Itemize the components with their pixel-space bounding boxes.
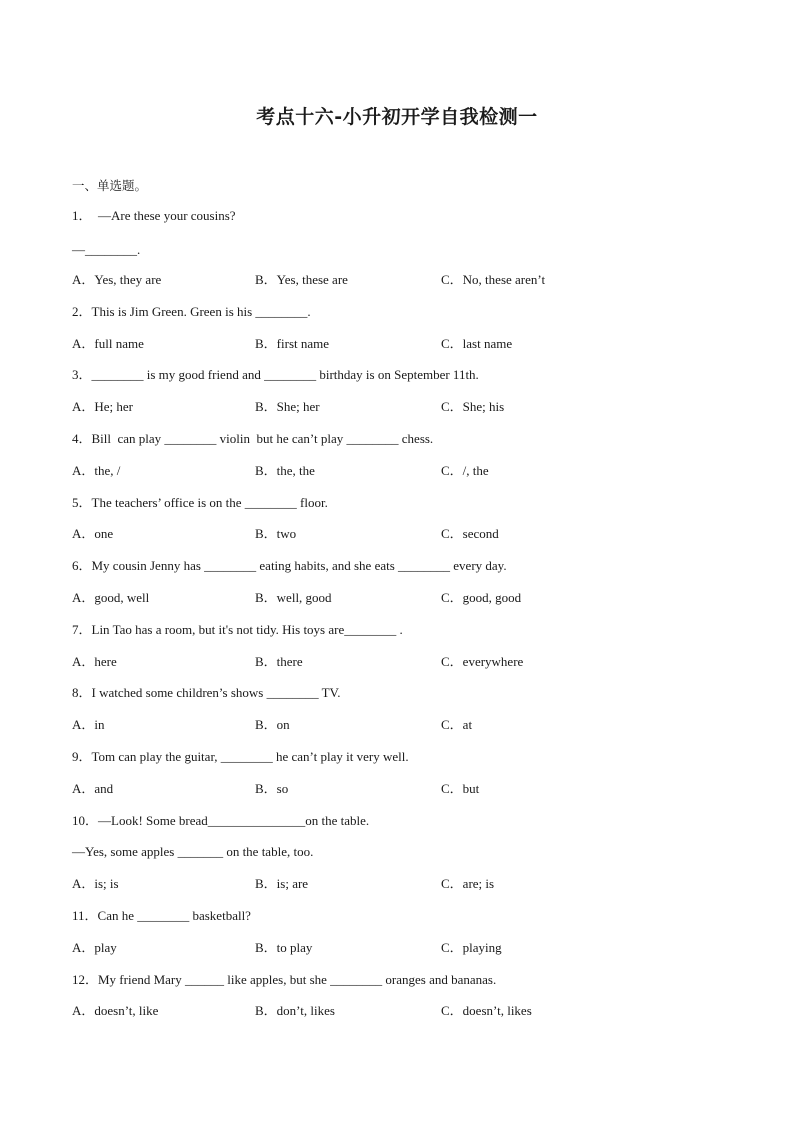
page-title: 考点十六-小升初开学自我检测一 bbox=[256, 106, 538, 128]
question-1-stem: 1． —Are these your cousins? bbox=[72, 208, 236, 223]
question-7-option-b[interactable]: B．there bbox=[255, 654, 303, 669]
question-8-stem: 8．I watched some children’s shows ________ TV. bbox=[72, 685, 341, 700]
question-11-option-c[interactable]: C．playing bbox=[441, 940, 502, 955]
question-6-stem: 6．My cousin Jenny has ________ eating habits, and she eats ________ every day. bbox=[72, 558, 507, 573]
question-6-option-c[interactable]: C．good, good bbox=[441, 590, 522, 605]
question-9-stem: 9．Tom can play the guitar, ________ he can’t play it very well. bbox=[72, 749, 409, 764]
question-4-option-a[interactable]: A．the, / bbox=[72, 463, 121, 478]
question-10-stem-line-2: —Yes, some apples _______ on the table, too. bbox=[72, 844, 314, 859]
section-heading: 一、单选题。 bbox=[72, 178, 148, 193]
question-5-stem: 5．The teachers’ office is on the ________ floor. bbox=[72, 495, 328, 510]
question-7-option-a[interactable]: A．here bbox=[72, 654, 117, 669]
question-5-option-b[interactable]: B．two bbox=[255, 526, 297, 541]
question-4-option-b[interactable]: B．the, the bbox=[255, 463, 315, 478]
question-9-option-c[interactable]: C．but bbox=[441, 781, 480, 796]
question-8-option-a[interactable]: A．in bbox=[72, 717, 105, 732]
question-11-option-b[interactable]: B．to play bbox=[255, 940, 313, 955]
question-12-stem: 12．My friend Mary ______ like apples, but she ________ oranges and bananas. bbox=[72, 972, 497, 987]
question-3-option-a[interactable]: A．He; her bbox=[72, 399, 134, 414]
question-5-option-a[interactable]: A．one bbox=[72, 526, 114, 541]
question-2-option-b[interactable]: B．first name bbox=[255, 336, 330, 351]
question-12-option-a[interactable]: A．doesn’t, like bbox=[72, 1003, 159, 1018]
question-10-option-b[interactable]: B．is; are bbox=[255, 876, 309, 891]
question-11-option-a[interactable]: A．play bbox=[72, 940, 117, 955]
question-3-option-c[interactable]: C．She; his bbox=[441, 399, 505, 414]
question-2-option-a[interactable]: A．full name bbox=[72, 336, 144, 351]
question-5-option-c[interactable]: C．second bbox=[441, 526, 499, 541]
question-10-option-a[interactable]: A．is; is bbox=[72, 876, 119, 891]
question-8-option-c[interactable]: C．at bbox=[441, 717, 473, 732]
question-6-option-a[interactable]: A．good, well bbox=[72, 590, 150, 605]
question-10-option-c[interactable]: C．are; is bbox=[441, 876, 495, 891]
question-1-option-a[interactable]: A．Yes, they are bbox=[72, 272, 162, 287]
question-3-stem: 3．________ is my good friend and ________ birthday is on September 11th. bbox=[72, 367, 479, 382]
question-6-option-b[interactable]: B．well, good bbox=[255, 590, 332, 605]
question-2-stem: 2．This is Jim Green. Green is his ________. bbox=[72, 304, 311, 319]
question-7-stem: 7．Lin Tao has a room, but it's not tidy. His toys are________ . bbox=[72, 622, 403, 637]
question-1-option-b[interactable]: B．Yes, these are bbox=[255, 272, 348, 287]
question-12-option-c[interactable]: C．doesn’t, likes bbox=[441, 1003, 532, 1018]
question-3-option-b[interactable]: B．She; her bbox=[255, 399, 320, 414]
question-9-option-a[interactable]: A．and bbox=[72, 781, 114, 796]
question-7-option-c[interactable]: C．everywhere bbox=[441, 654, 524, 669]
question-1-option-c[interactable]: C．No, these aren’t bbox=[441, 272, 546, 287]
question-8-option-b[interactable]: B．on bbox=[255, 717, 290, 732]
question-4-option-c[interactable]: C．/, the bbox=[441, 463, 489, 478]
question-9-option-b[interactable]: B．so bbox=[255, 781, 289, 796]
question-4-stem: 4．Bill can play ________ violin but he can’t play ________ chess. bbox=[72, 431, 434, 446]
question-12-option-b[interactable]: B．don’t, likes bbox=[255, 1003, 335, 1018]
question-2-option-c[interactable]: C．last name bbox=[441, 336, 513, 351]
question-1-answer-line: —________. bbox=[72, 242, 141, 257]
question-10-stem: 10．—Look! Some bread_______________on the table. bbox=[72, 813, 370, 828]
question-11-stem: 11．Can he ________ basketball? bbox=[72, 908, 251, 923]
